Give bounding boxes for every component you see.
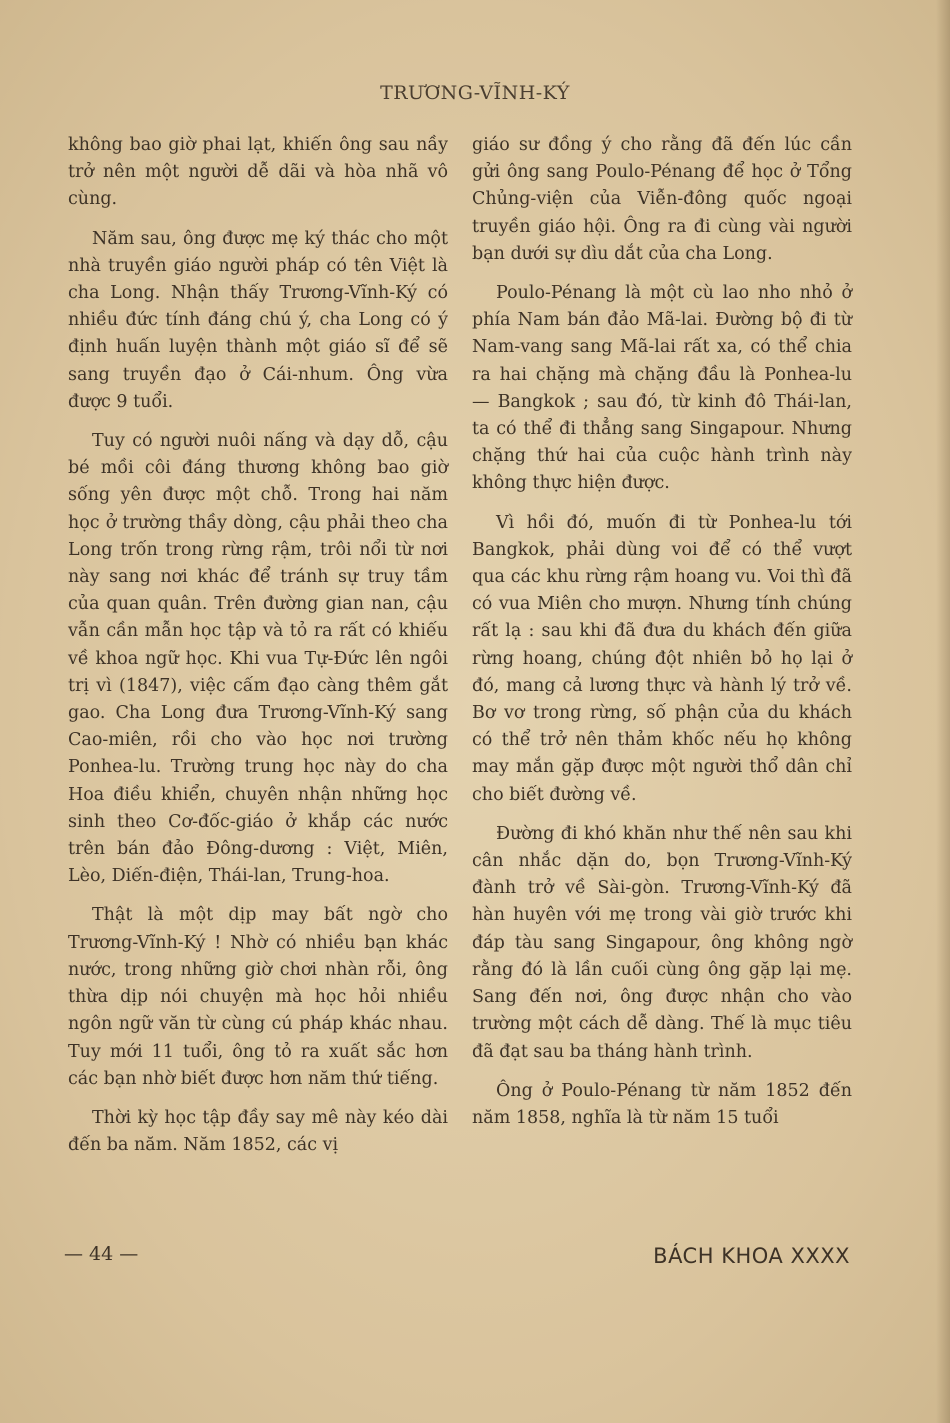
paragraph: Ông ở Poulo-Pénang từ năm 1852 đến năm 1858, nghĩa là từ năm 15 tuổi	[472, 1080, 852, 1128]
right-column	[472, 132, 852, 1144]
paragraph: Đường đi khó khăn như thế nên sau khi cân nhắc dặn do, bọn Trương-Vĩnh-Ký đành trở về Sài-gòn. Trương-Vĩnh-Ký đã hàn huyên với mẹ trong vài giờ trước khi đáp tàu sang Singapour, ông không ngờ rằng đó là lần cuối cùng ông gặp lại mẹ. Sang đến nơi, ông được nhận cho vào trường một cách dễ dàng. Thế là mục tiêu đã đạt sau ba tháng hành trình.	[472, 823, 852, 1062]
magazine-title: BÁCH KHOA XXXX	[653, 1244, 850, 1268]
left-column	[68, 132, 448, 1171]
paragraph: Thật là một dịp may bất ngờ cho Trương-Vĩnh-Ký ! Nhờ có nhiều bạn khác nước, trong những giờ chơi nhàn rỗi, ông thừa dịp nói chuyện mà học hỏi nhiều ngôn ngữ văn từ cùng cú pháp khác nhau. Tuy mới 11 tuổi, ông tỏ ra xuất sắc hơn các bạn nhờ biết được hơn năm thứ tiếng.	[68, 905, 448, 1089]
paragraph: Poulo-Pénang là một cù lao nho nhỏ ở phía Nam bán đảo Mã-lai. Đường bộ đi từ Nam-vang sang Mã-lai rất xa, có thể chia ra hai chặng mà chặng đầu là Ponhea-lu — Bangkok ; sau đó, từ kinh đô Thái-lan, ta có thể đi thẳng sang Singapour. Nhưng chặng thứ hai của cuộc hành trình này không thực hiện được.	[472, 283, 852, 494]
running-header: TRƯƠNG-VĨNH-KÝ	[380, 82, 570, 104]
paragraph: giáo sư đồng ý cho rằng đã đến lúc cần gửi ông sang Poulo-Pénang để học ở Tổng Chủng-viện của Viễn-đông quốc ngoại truyền giáo hội. Ông ra đi cùng vài người bạn dưới sự dìu dắt của cha Long.	[472, 135, 852, 264]
paragraph: không bao giờ phai lạt, khiến ông sau nầy trở nên một người dễ dãi và hòa nhã vô cùng.	[68, 135, 448, 210]
paragraph: Tuy có người nuôi nấng và dạy dỗ, cậu bé mồi côi đáng thương không bao giờ sống yên được một chỗ. Trong hai năm học ở trường thầy dòng, cậu phải theo cha Long trốn trong rừng rậm, trôi nổi từ nơi này sang nơi khác để tránh sự truy tầm của quan quân. Trên đường gian nan, cậu vẫn cần mẫn học tập và tỏ ra rất có khiếu về khoa ngữ học. Khi vua Tự-Đức lên ngôi trị vì (1847), việc cấm đạo càng thêm gắt gao. Cha Long đưa Trương-Vĩnh-Ký sang Cao-miên, rồi cho vào học nơi trường Ponhea-lu. Trường trung học này do cha Hoa điều khiển, chuyên nhận những học sinh theo Cơ-đốc-giáo ở khắp các nước trên bán đảo Đông-dương : Việt, Miên, Lèo, Diến-điện, Thái-lan, Trung-hoa.	[68, 431, 448, 887]
paragraph: Thời kỳ học tập đầy say mê này kéo dài đến ba năm. Năm 1852, các vị	[68, 1107, 448, 1156]
paragraph: Năm sau, ông được mẹ ký thác cho một nhà truyền giáo người pháp có tên Việt là cha Long. Nhận thấy Trương-Vĩnh-Ký có nhiều đức tính đáng chú ý, cha Long có ý định huấn luyện thành một giáo sĩ để sẽ sang truyền đạo ở Cái-nhum. Ông vừa được 9 tuổi.	[68, 228, 448, 412]
page-number: — 44 —	[64, 1243, 139, 1265]
paragraph: Vì hồi đó, muốn đi từ Ponhea-lu tới Bangkok, phải dùng voi để có thể vượt qua các khu rừng rậm hoang vu. Voi thì đã có vua Miên cho mượn. Nhưng tính chúng rất lạ : sau khi đã đưa du khách đến giữa rừng hoang, chúng đột nhiên bỏ họ lại ở đó, mang cả lương thực và hành lý trở về. Bơ vơ trong rừng, số phận của du khách có thể trở nên thảm khốc nếu họ không may mắn gặp được một người thổ dân chỉ cho biết đường về.	[472, 512, 852, 805]
page-edge-shadow	[936, 0, 950, 1423]
